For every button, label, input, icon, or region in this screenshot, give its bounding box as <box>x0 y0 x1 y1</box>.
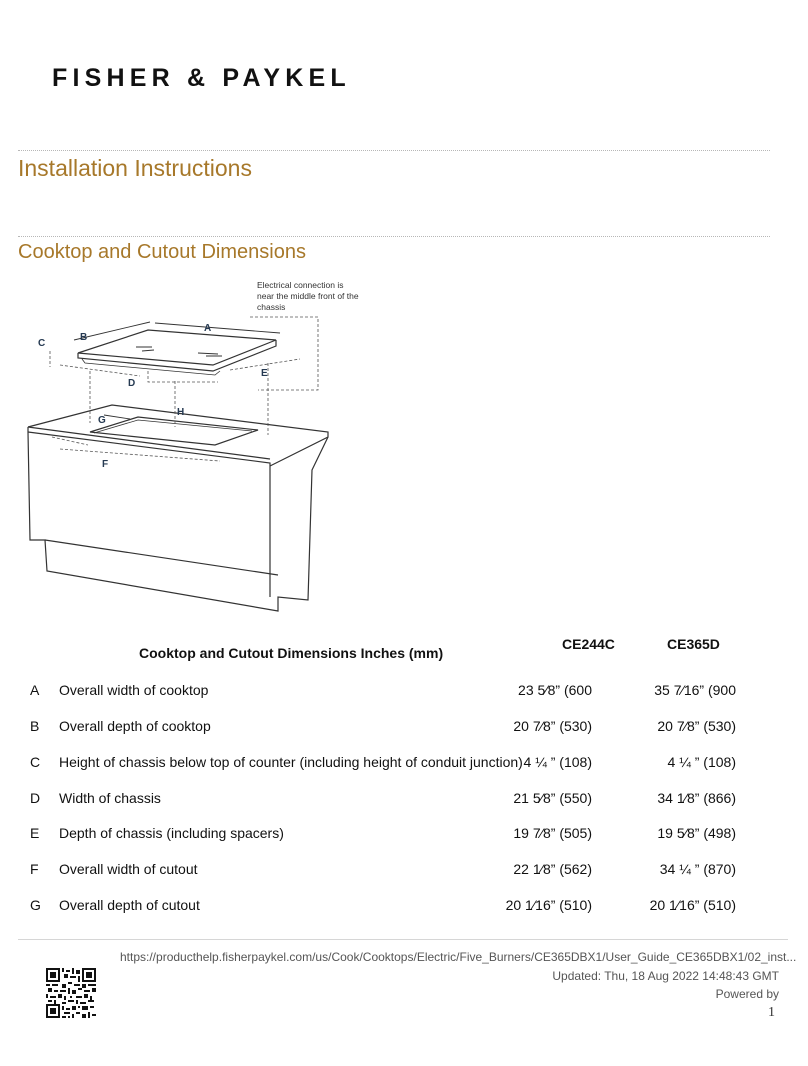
row-letter: A <box>30 682 40 698</box>
column-header-ce244c: CE244C <box>562 636 615 652</box>
label-e: E <box>261 368 268 379</box>
row-letter: D <box>30 790 41 806</box>
callout-line-3: chassis <box>257 302 286 312</box>
qr-code-icon <box>46 968 96 1018</box>
row-description: Overall depth of cutout <box>59 897 200 913</box>
row-letter: C <box>30 754 41 770</box>
label-d: D <box>128 378 136 389</box>
row-description: Height of chassis below top of counter (including height of conduit junction) <box>59 754 523 770</box>
row-value-ce244c: 20 7⁄8” (530) <box>513 718 592 734</box>
cutout-outline <box>90 417 258 445</box>
page-title: Installation Instructions <box>18 155 252 181</box>
table-row <box>0 682 808 702</box>
table-row <box>0 825 808 845</box>
row-description: Depth of chassis (including spacers) <box>59 825 284 841</box>
divider <box>18 236 770 237</box>
row-value-ce365d: 34 1⁄8” (866) <box>657 790 736 806</box>
label-c: C <box>38 338 46 349</box>
row-value-ce365d: 4 ¼ ” (108) <box>667 754 736 770</box>
cabinet-front-edge <box>28 432 270 597</box>
row-value-ce244c: 22 1⁄8” (562) <box>513 861 592 877</box>
label-f: F <box>102 459 109 470</box>
row-letter: G <box>30 897 41 913</box>
column-header-ce365d: CE365D <box>667 636 720 652</box>
section-heading: Cooktop and Cutout Dimensions <box>18 241 306 263</box>
label-h: H <box>177 407 185 418</box>
table-heading: Cooktop and Cutout Dimensions Inches (mm) <box>139 645 444 661</box>
table-row <box>0 790 808 810</box>
row-value-ce244c: 23 5⁄8” (600 <box>518 682 592 698</box>
label-a: A <box>204 323 212 334</box>
row-letter: B <box>30 718 40 734</box>
cabinet-front-top <box>28 427 270 459</box>
callout-line-1: Electrical connection is <box>257 280 344 290</box>
row-description: Overall width of cooktop <box>59 682 209 698</box>
row-value-ce244c: 19 7⁄8” (505) <box>513 825 592 841</box>
row-value-ce244c: 21 5⁄8” (550) <box>513 790 592 806</box>
cooktop-cutout-diagram <box>20 275 380 615</box>
cooktop-chassis <box>82 359 220 375</box>
row-value-ce365d: 19 5⁄8” (498) <box>657 825 736 841</box>
row-value-ce365d: 35 7⁄16” (900 <box>654 682 736 698</box>
source-url-link[interactable]: https://producthelp.fisherpaykel.com/us/Cook/Cooktops/Electric/Five_Burners/CE365DBX1/User_Guide_CE365DBX1/02_inst... <box>120 950 797 964</box>
table-row <box>0 861 808 881</box>
row-description: Width of chassis <box>59 790 161 806</box>
divider <box>18 150 770 151</box>
plinth <box>45 540 278 575</box>
label-b: B <box>80 332 88 343</box>
powered-by: Powered by <box>715 987 779 1001</box>
row-value-ce244c: 20 1⁄16” (510) <box>505 897 592 913</box>
label-g: G <box>98 415 106 426</box>
page-number: 1 <box>768 1005 775 1020</box>
cooktop-top <box>78 330 276 365</box>
row-value-ce365d: 20 7⁄8” (530) <box>657 718 736 734</box>
footer-divider <box>18 939 788 940</box>
table-row <box>0 718 808 738</box>
table-row <box>0 754 808 774</box>
table-row <box>0 897 808 917</box>
row-value-ce365d: 20 1⁄16” (510) <box>649 897 736 913</box>
row-description: Overall depth of cooktop <box>59 718 211 734</box>
row-description: Overall width of cutout <box>59 861 198 877</box>
row-value-ce365d: 34 ¼ ” (870) <box>659 861 736 877</box>
brand-logo: FISHER & PAYKEL <box>52 64 351 92</box>
row-letter: F <box>30 861 39 877</box>
row-letter: E <box>30 825 40 841</box>
row-value-ce244c: 4 ¼ ” (108) <box>523 754 592 770</box>
updated-timestamp: Updated: Thu, 18 Aug 2022 14:48:43 GMT <box>552 969 779 983</box>
callout-line-2: near the middle front of the <box>257 291 359 301</box>
